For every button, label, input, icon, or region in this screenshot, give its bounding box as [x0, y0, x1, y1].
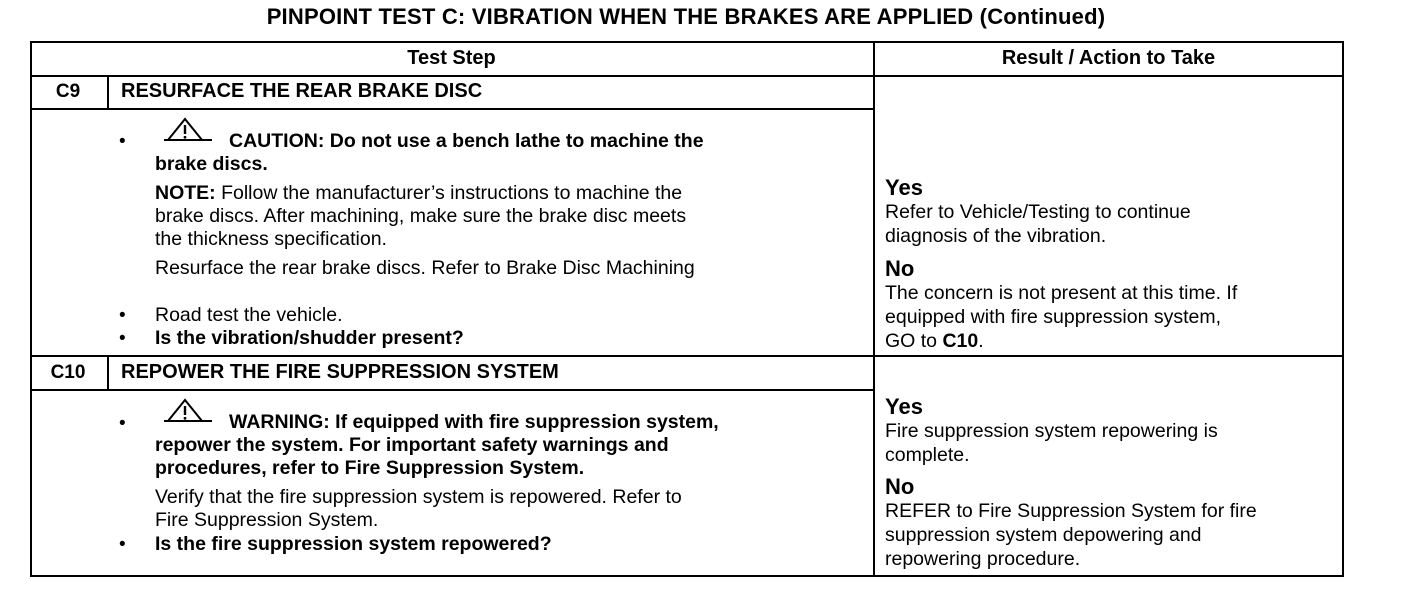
- column-divider: [873, 41, 875, 577]
- result-yes-text: Refer to Vehicle/Testing to continue: [885, 201, 1191, 223]
- go-to-suffix: .: [978, 330, 984, 352]
- result-no-text: [885, 329, 984, 353]
- bullet: •: [119, 413, 126, 434]
- step-id: C9: [55, 81, 81, 102]
- bullet: •: [119, 534, 126, 555]
- result-no-text: equipped with fire suppression system,: [885, 306, 1222, 328]
- column-header-result: Result / Action to Take: [1001, 47, 1216, 69]
- bullet: •: [119, 131, 126, 152]
- step-heading: RESURFACE THE REAR BRAKE DISC: [121, 80, 483, 102]
- step-heading-divider: [30, 108, 873, 110]
- warning-text: procedures, refer to Fire Suppression System.: [155, 457, 585, 479]
- column-header-test-step: Test Step: [407, 47, 496, 69]
- bullet: •: [119, 328, 126, 349]
- note-body: Follow the manufacturer’s instructions to machine the: [215, 182, 683, 204]
- row-divider: [30, 355, 1344, 357]
- instruction-text: Road test the vehicle.: [155, 304, 343, 326]
- result-yes-label: Yes: [885, 175, 923, 200]
- warning-triangle-icon: [164, 117, 214, 143]
- result-no-text: REFER to Fire Suppression System for fire: [885, 500, 1257, 522]
- result-no-text: The concern is not present at this time. If: [885, 282, 1238, 304]
- question-text: Is the vibration/shudder present?: [155, 327, 464, 349]
- step-id: C10: [50, 362, 86, 383]
- step-id-divider: [107, 355, 109, 391]
- instruction-text: Fire Suppression System.: [155, 509, 379, 531]
- instruction-text: Verify that the fire suppression system is repowered. Refer to: [155, 486, 682, 508]
- result-yes-text: Fire suppression system repowering is: [885, 420, 1218, 442]
- step-id-divider: [107, 75, 109, 109]
- step-heading: REPOWER THE FIRE SUPPRESSION SYSTEM: [121, 361, 559, 383]
- result-no-text: suppression system depowering and: [885, 524, 1202, 546]
- note-text: the thickness specification.: [155, 228, 387, 250]
- go-to-prefix: GO to: [885, 330, 943, 352]
- question-text: Is the fire suppression system repowered?: [155, 533, 552, 555]
- note-text: [155, 182, 682, 205]
- bullet: •: [119, 305, 126, 326]
- note-text: brake discs. After machining, make sure the brake disc meets: [155, 205, 687, 227]
- page-title: PINPOINT TEST C: VIBRATION WHEN THE BRAKES ARE APPLIED (Continued): [266, 4, 1106, 29]
- caution-text: brake discs.: [155, 153, 268, 175]
- step-heading-divider: [30, 389, 873, 391]
- result-yes-text: complete.: [885, 444, 970, 466]
- caution-text: CAUTION: Do not use a bench lathe to machine the: [229, 130, 704, 152]
- result-no-text: repowering procedure.: [885, 548, 1081, 570]
- instruction-text: Resurface the rear brake discs. Refer to Brake Disc Machining: [155, 257, 695, 279]
- header-divider: [30, 75, 1344, 77]
- result-no-label: No: [885, 474, 915, 499]
- result-yes-text: diagnosis of the vibration.: [885, 225, 1107, 247]
- warning-text: WARNING: If equipped with fire suppression system,: [229, 411, 719, 433]
- warning-triangle-icon: [164, 398, 214, 424]
- step-c10-link[interactable]: C10: [942, 330, 979, 352]
- note-label: NOTE:: [155, 182, 216, 204]
- result-yes-label: Yes: [885, 394, 923, 419]
- result-no-label: No: [885, 256, 915, 281]
- warning-text: repower the system. For important safety warnings and: [155, 434, 669, 456]
